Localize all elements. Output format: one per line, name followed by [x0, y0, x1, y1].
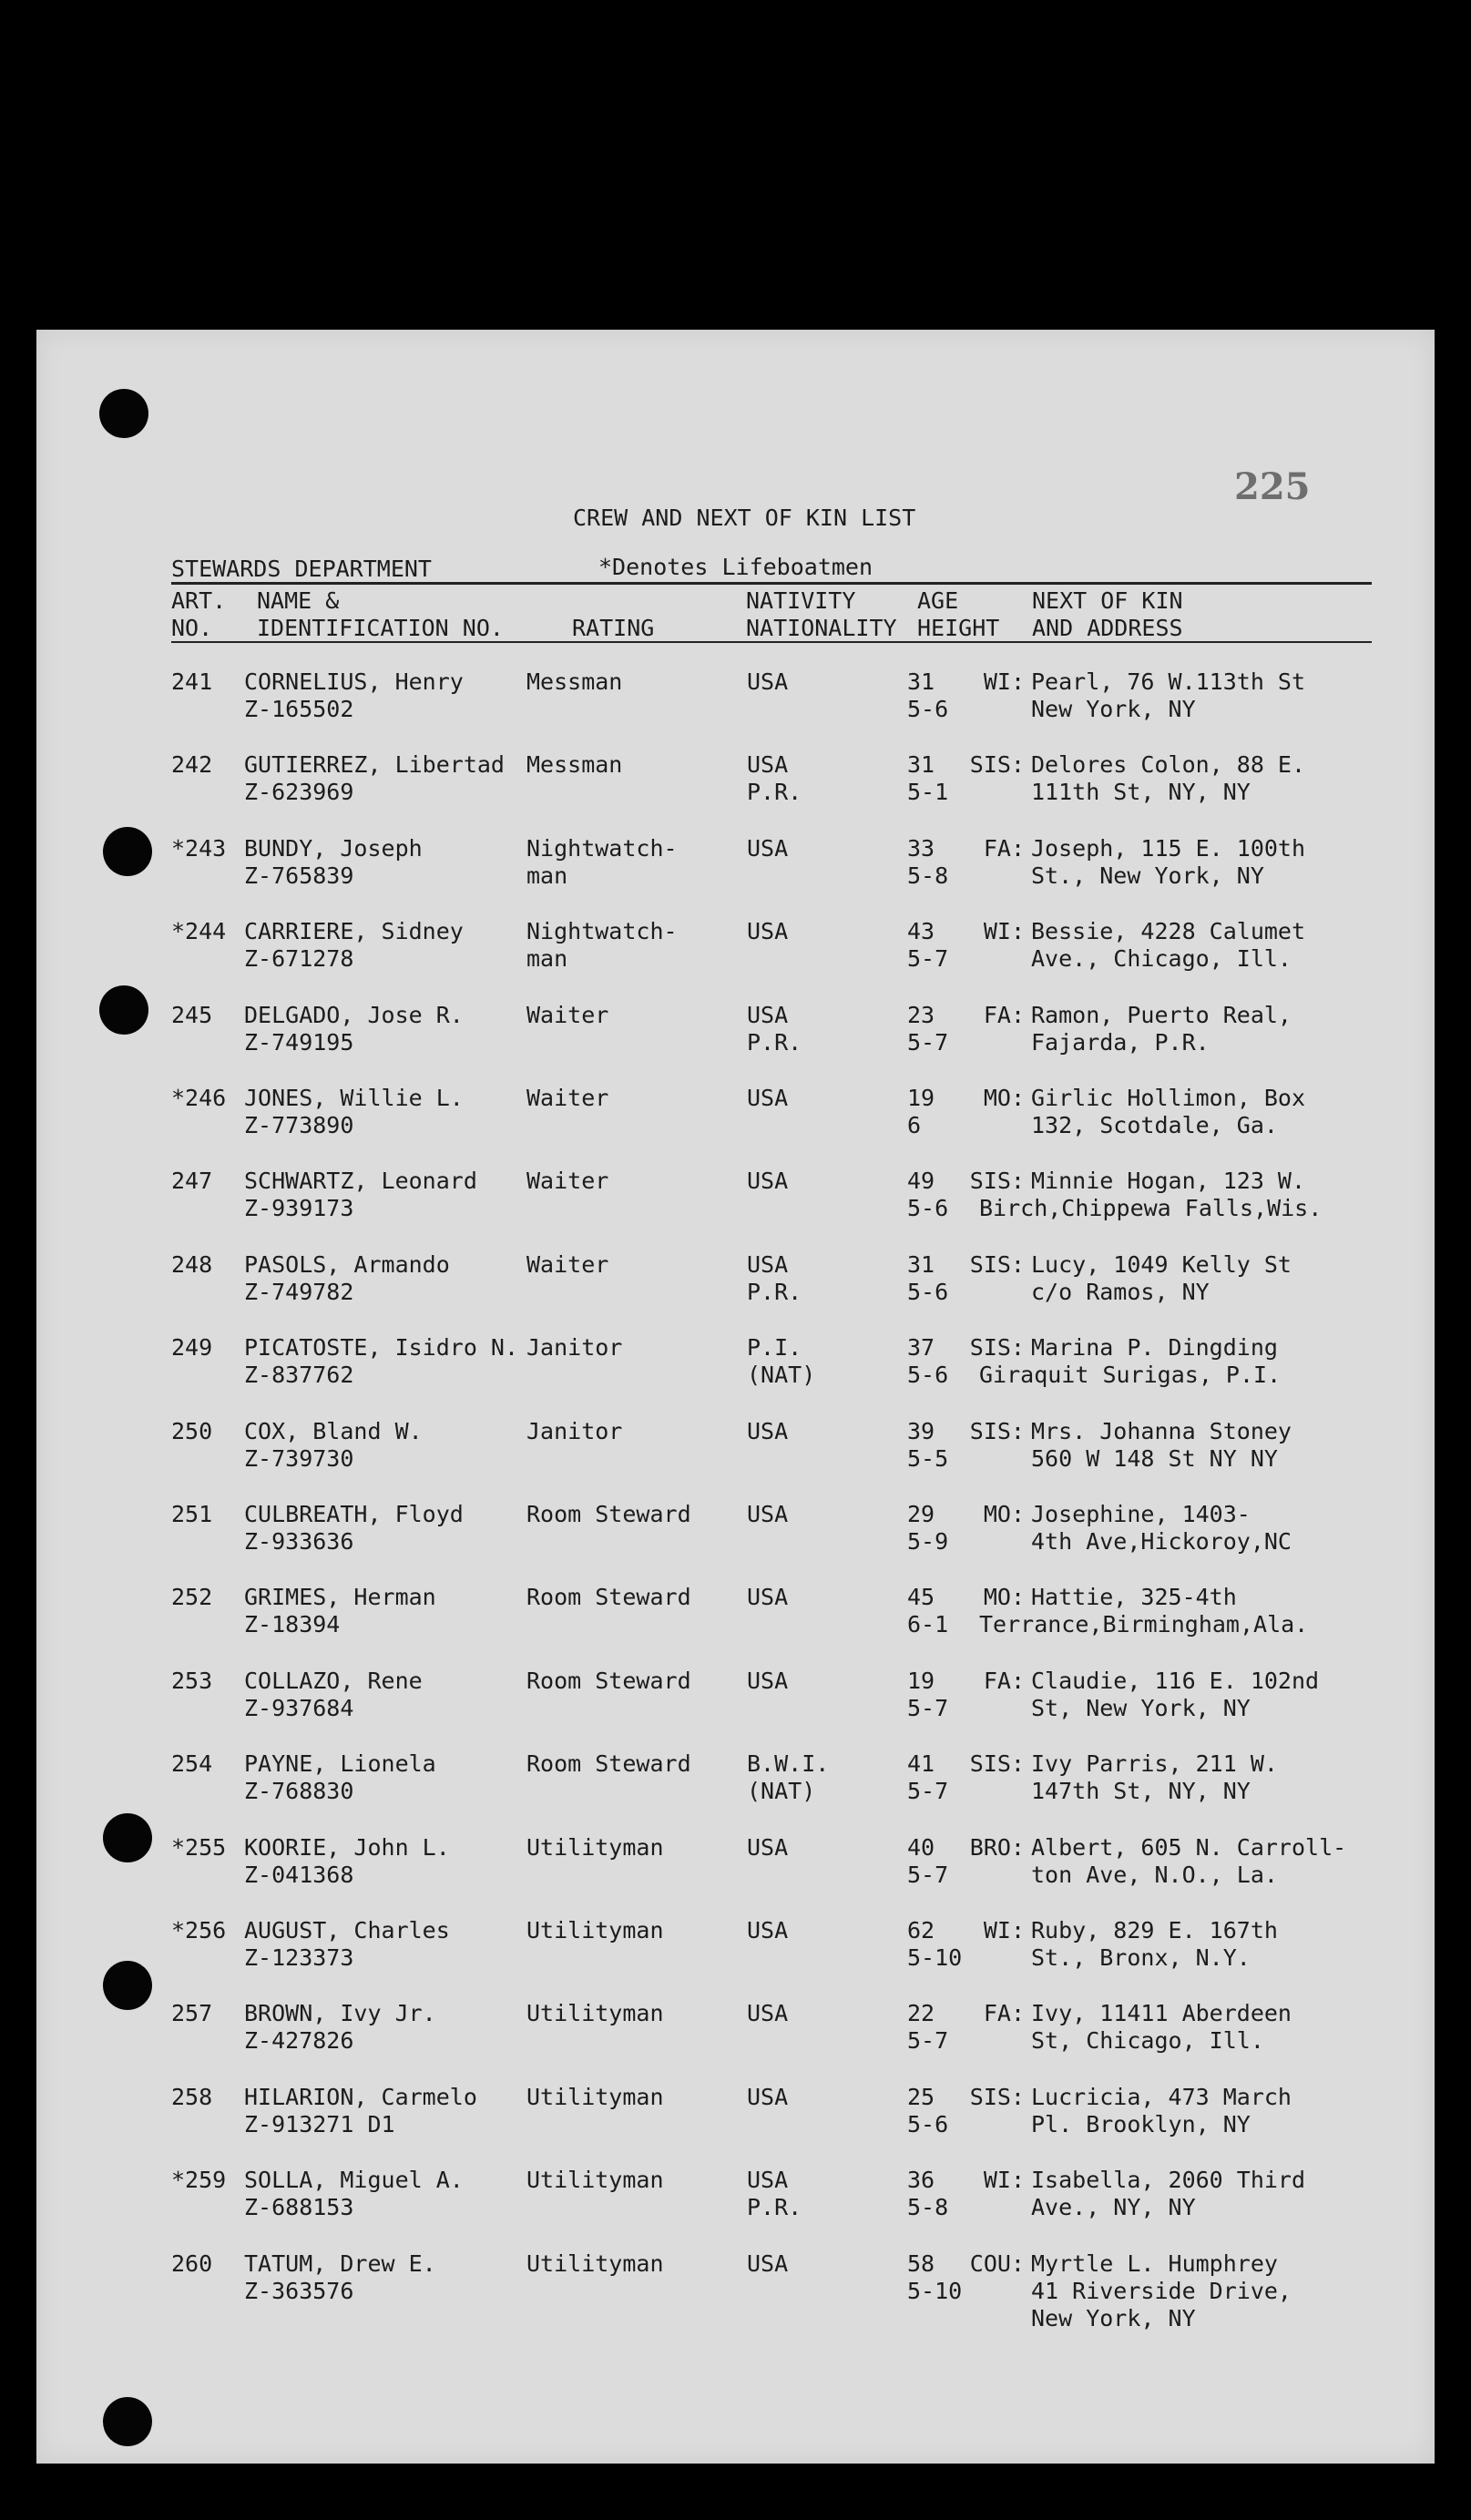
height: 5-6	[907, 696, 949, 722]
identification-number: Z-837762	[244, 1362, 354, 1389]
kin-name-address: Girlic Hollimon, Box	[1031, 1085, 1306, 1111]
kin-relation: WI:	[983, 918, 1025, 945]
kin-name-address: Myrtle L. Humphrey	[1031, 2250, 1278, 2277]
nationality: P.R.	[747, 2194, 802, 2221]
crew-name: COLLAZO, Rene	[244, 1667, 423, 1694]
crew-row	[36, 1334, 1435, 1418]
crew-row	[36, 1251, 1435, 1335]
kin-relation: BRO:	[969, 1833, 1025, 1861]
kin-address: Pl. Brooklyn, NY	[1031, 2110, 1251, 2137]
height: 6-1	[907, 1611, 949, 1638]
nativity: USA	[747, 1085, 789, 1111]
crew-row	[36, 2000, 1435, 2084]
col-height-header: HEIGHT	[917, 615, 1000, 641]
kin-address: St., New York, NY	[1031, 862, 1264, 889]
kin-name-address: Lucy, 1049 Kelly St	[1031, 1250, 1292, 1278]
rating: Waiter	[526, 1085, 609, 1111]
age: 43	[907, 918, 935, 945]
crew-name: GRIMES, Herman	[244, 1584, 436, 1611]
crew-row	[36, 1834, 1435, 1918]
height: 5-10	[907, 1944, 963, 1971]
identification-number: Z-773890	[244, 1112, 354, 1138]
nativity: USA	[747, 668, 789, 695]
crew-name: SOLLA, Miguel A.	[244, 2167, 464, 2194]
col-kin-header: NEXT OF KIN	[1032, 587, 1183, 614]
kin-relation: WI:	[983, 1917, 1025, 1944]
kin-address: ton Ave, N.O., La.	[1031, 1861, 1278, 1888]
col-nativity-header: NATIVITY	[746, 587, 856, 614]
nationality: (NAT)	[747, 1778, 816, 1805]
kin-name-address: Marina P. Dingding	[1031, 1334, 1278, 1362]
height: 5-7	[907, 1028, 949, 1056]
crew-row	[36, 2084, 1435, 2168]
crew-row	[36, 1501, 1435, 1585]
age: 31	[907, 668, 935, 695]
kin-name-address: Minnie Hogan, 123 W.	[1031, 1168, 1306, 1195]
kin-address: Fajarda, P.R.	[1031, 1028, 1210, 1056]
age: 58	[907, 2250, 935, 2277]
kin-name-address: Ramon, Puerto Real,	[1031, 1001, 1292, 1028]
crew-name: AUGUST, Charles	[244, 1917, 450, 1944]
age: 19	[907, 1667, 935, 1694]
kin-relation: FA:	[983, 2000, 1025, 2027]
kin-relation: SIS:	[969, 1750, 1025, 1778]
age: 41	[907, 1750, 935, 1778]
crew-name: CARRIERE, Sidney	[244, 918, 464, 945]
crew-name: HILARION, Carmelo	[244, 2083, 477, 2110]
age: 36	[907, 2167, 935, 2194]
kin-name-address: Ivy, 11411 Aberdeen	[1031, 2000, 1292, 2027]
lifeboat-note: *Denotes Lifeboatmen	[598, 554, 873, 580]
age: 62	[907, 1917, 935, 1944]
punch-hole	[103, 2397, 152, 2446]
rating: Utilityman	[526, 2000, 664, 2027]
art-number: *244	[171, 918, 227, 945]
kin-address-continued: New York, NY	[1031, 2304, 1196, 2331]
identification-number: Z-041368	[244, 1861, 354, 1888]
crew-name: KOORIE, John L.	[244, 1833, 450, 1861]
punch-hole	[99, 389, 148, 438]
kin-relation: WI:	[983, 2167, 1025, 2194]
crew-name: SCHWARTZ, Leonard	[244, 1168, 477, 1195]
identification-number: Z-913271 D1	[244, 2110, 395, 2137]
kin-name-address: Isabella, 2060 Third	[1031, 2167, 1306, 2194]
crew-row	[36, 751, 1435, 835]
col-rating-header: RATING	[572, 615, 655, 641]
kin-relation: FA:	[983, 1001, 1025, 1028]
nativity: USA	[747, 2083, 789, 2110]
document-page	[36, 330, 1435, 2464]
nativity: USA	[747, 918, 789, 945]
kin-address: Birch,Chippewa Falls,Wis.	[979, 1195, 1323, 1222]
art-number: 247	[171, 1168, 213, 1195]
age: 19	[907, 1085, 935, 1111]
art-number: *246	[171, 1085, 227, 1111]
kin-name-address: Albert, 605 N. Carroll-	[1031, 1833, 1347, 1861]
nativity: USA	[747, 1501, 789, 1527]
height: 5-7	[907, 1861, 949, 1888]
crew-name: CORNELIUS, Henry	[244, 668, 464, 695]
height: 5-6	[907, 1362, 949, 1389]
kin-address: c/o Ramos, NY	[1031, 1278, 1210, 1305]
kin-relation: COU:	[969, 2250, 1025, 2277]
crew-row	[36, 835, 1435, 919]
identification-number: Z-18394	[244, 1611, 341, 1638]
rating-continued: man	[526, 945, 568, 973]
art-number: 248	[171, 1250, 213, 1278]
rating: Nightwatch-	[526, 918, 678, 945]
kin-name-address: Delores Colon, 88 E.	[1031, 751, 1306, 779]
rating: Room Steward	[526, 1750, 691, 1778]
identification-number: Z-427826	[244, 2027, 354, 2055]
height: 5-7	[907, 2027, 949, 2055]
height: 5-6	[907, 1195, 949, 1222]
kin-address: 41 Riverside Drive,	[1031, 2277, 1292, 2304]
crew-row	[36, 1750, 1435, 1834]
height: 5-1	[907, 779, 949, 806]
age: 33	[907, 834, 935, 862]
height: 5-7	[907, 945, 949, 973]
age: 31	[907, 751, 935, 779]
art-number: *243	[171, 834, 227, 862]
art-number: 260	[171, 2250, 213, 2277]
height: 5-8	[907, 862, 949, 889]
nativity: USA	[747, 1667, 789, 1694]
kin-address: Terrance,Birmingham,Ala.	[979, 1611, 1309, 1638]
crew-name: BROWN, Ivy Jr.	[244, 2000, 436, 2027]
department-label: STEWARDS DEPARTMENT	[171, 556, 432, 582]
identification-number: Z-937684	[244, 1694, 354, 1721]
kin-address: 4th Ave,Hickoroy,NC	[1031, 1528, 1292, 1555]
height: 5-6	[907, 1278, 949, 1305]
kin-relation: MO:	[983, 1501, 1025, 1527]
age: 31	[907, 1250, 935, 1278]
nativity: USA	[747, 1833, 789, 1861]
rating: Messman	[526, 751, 623, 779]
rating: Utilityman	[526, 2083, 664, 2110]
art-number: *259	[171, 2167, 227, 2194]
crew-name: TATUM, Drew E.	[244, 2250, 436, 2277]
art-number: 245	[171, 1001, 213, 1028]
rating: Utilityman	[526, 1917, 664, 1944]
kin-address: St., Bronx, N.Y.	[1031, 1944, 1251, 1971]
kin-relation: FA:	[983, 834, 1025, 862]
crew-name: JONES, Willie L.	[244, 1085, 464, 1111]
kin-name-address: Bessie, 4228 Calumet	[1031, 918, 1306, 945]
kin-relation: MO:	[983, 1085, 1025, 1111]
header-rule-top	[171, 582, 1372, 585]
nativity: USA	[747, 834, 789, 862]
rating: Waiter	[526, 1168, 609, 1195]
age: 25	[907, 2083, 935, 2110]
identification-number: Z-165502	[244, 696, 354, 722]
identification-number: Z-933636	[244, 1528, 354, 1555]
height: 5-7	[907, 1694, 949, 1721]
rating: Room Steward	[526, 1501, 691, 1527]
identification-number: Z-623969	[244, 779, 354, 806]
kin-relation: SIS:	[969, 1334, 1025, 1362]
identification-number: Z-671278	[244, 945, 354, 973]
crew-name: PICATOSTE, Isidro N.	[244, 1334, 519, 1362]
art-number: 257	[171, 2000, 213, 2027]
art-number: 252	[171, 1584, 213, 1611]
col-art-header-2: NO.	[171, 615, 213, 641]
art-number: 250	[171, 1417, 213, 1444]
rating: Utilityman	[526, 2167, 664, 2194]
nationality: P.R.	[747, 1278, 802, 1305]
rating: Waiter	[526, 1001, 609, 1028]
art-number: 241	[171, 668, 213, 695]
kin-relation: WI:	[983, 668, 1025, 695]
crew-name: PAYNE, Lionela	[244, 1750, 436, 1778]
kin-address: St, Chicago, Ill.	[1031, 2027, 1264, 2055]
art-number: *256	[171, 1917, 227, 1944]
nativity: USA	[747, 751, 789, 779]
crew-name: PASOLS, Armando	[244, 1250, 450, 1278]
age: 29	[907, 1501, 935, 1527]
page-number: 225	[1234, 465, 1311, 508]
height: 5-9	[907, 1528, 949, 1555]
rating: Janitor	[526, 1417, 623, 1444]
col-name-header: NAME &	[257, 587, 340, 614]
nativity: USA	[747, 2167, 789, 2194]
col-age-header: AGE	[917, 587, 959, 614]
kin-relation: MO:	[983, 1584, 1025, 1611]
age: 45	[907, 1584, 935, 1611]
crew-row	[36, 1418, 1435, 1502]
kin-name-address: Josephine, 1403-	[1031, 1501, 1251, 1527]
kin-name-address: Hattie, 325-4th	[1031, 1584, 1237, 1611]
rating: Utilityman	[526, 1833, 664, 1861]
crew-row	[36, 1085, 1435, 1168]
nativity: USA	[747, 2000, 789, 2027]
kin-address: Ave., Chicago, Ill.	[1031, 945, 1292, 973]
identification-number: Z-765839	[244, 862, 354, 889]
crew-row	[36, 1168, 1435, 1251]
nativity: USA	[747, 1001, 789, 1028]
kin-relation: SIS:	[969, 751, 1025, 779]
crew-name: CULBREATH, Floyd	[244, 1501, 464, 1527]
age: 40	[907, 1833, 935, 1861]
kin-address: 132, Scotdale, Ga.	[1031, 1112, 1278, 1138]
height: 5-10	[907, 2277, 963, 2304]
rating: Waiter	[526, 1250, 609, 1278]
kin-address: 111th St, NY, NY	[1031, 779, 1251, 806]
identification-number: Z-363576	[244, 2277, 354, 2304]
identification-number: Z-749195	[244, 1028, 354, 1056]
crew-row	[36, 2167, 1435, 2250]
crew-row	[36, 1584, 1435, 1668]
nativity: P.I.	[747, 1334, 802, 1362]
nativity: USA	[747, 2250, 789, 2277]
kin-address: Giraquit Surigas, P.I.	[979, 1362, 1282, 1389]
identification-number: Z-768830	[244, 1778, 354, 1805]
nativity: B.W.I.	[747, 1750, 830, 1778]
kin-relation: FA:	[983, 1667, 1025, 1694]
age: 22	[907, 2000, 935, 2027]
nationality: P.R.	[747, 1028, 802, 1056]
crew-row	[36, 918, 1435, 1002]
nativity: USA	[747, 1584, 789, 1611]
crew-row	[36, 2250, 1435, 2334]
kin-name-address: Lucricia, 473 March	[1031, 2083, 1292, 2110]
crew-row	[36, 1668, 1435, 1751]
identification-number: Z-688153	[244, 2194, 354, 2221]
art-number: 254	[171, 1750, 213, 1778]
age: 37	[907, 1334, 935, 1362]
art-number: 242	[171, 751, 213, 779]
rating: Nightwatch-	[526, 834, 678, 862]
nationality: P.R.	[747, 779, 802, 806]
kin-name-address: Joseph, 115 E. 100th	[1031, 834, 1306, 862]
rating-continued: man	[526, 862, 568, 889]
kin-address: 147th St, NY, NY	[1031, 1778, 1251, 1805]
nationality: (NAT)	[747, 1362, 816, 1389]
rating: Room Steward	[526, 1667, 691, 1694]
col-art-header: ART.	[171, 587, 227, 614]
kin-name-address: Claudie, 116 E. 102nd	[1031, 1667, 1320, 1694]
crew-name: DELGADO, Jose R.	[244, 1001, 464, 1028]
identification-number: Z-739730	[244, 1444, 354, 1472]
crew-row	[36, 1917, 1435, 2001]
art-number: 253	[171, 1667, 213, 1694]
col-nationality-header: NATIONALITY	[746, 615, 897, 641]
kin-name-address: Pearl, 76 W.113th St	[1031, 668, 1306, 695]
nativity: USA	[747, 1250, 789, 1278]
kin-relation: SIS:	[969, 2083, 1025, 2110]
art-number: 249	[171, 1334, 213, 1362]
art-number: *255	[171, 1833, 227, 1861]
identification-number: Z-939173	[244, 1195, 354, 1222]
identification-number: Z-123373	[244, 1944, 354, 1971]
kin-name-address: Ivy Parris, 211 W.	[1031, 1750, 1278, 1778]
col-name-header-2: IDENTIFICATION NO.	[257, 615, 504, 641]
kin-address: Ave., NY, NY	[1031, 2194, 1196, 2221]
kin-address: St, New York, NY	[1031, 1694, 1251, 1721]
art-number: 258	[171, 2083, 213, 2110]
nativity: USA	[747, 1917, 789, 1944]
height: 5-8	[907, 2194, 949, 2221]
kin-relation: SIS:	[969, 1250, 1025, 1278]
kin-address: New York, NY	[1031, 696, 1196, 722]
crew-name: COX, Bland W.	[244, 1417, 423, 1444]
kin-relation: SIS:	[969, 1417, 1025, 1444]
age: 49	[907, 1168, 935, 1195]
age: 23	[907, 1001, 935, 1028]
kin-relation: SIS:	[969, 1168, 1025, 1195]
identification-number: Z-749782	[244, 1278, 354, 1305]
height: 5-7	[907, 1778, 949, 1805]
age: 39	[907, 1417, 935, 1444]
art-number: 251	[171, 1501, 213, 1527]
height: 5-5	[907, 1444, 949, 1472]
kin-name-address: Ruby, 829 E. 167th	[1031, 1917, 1278, 1944]
col-address-header: AND ADDRESS	[1032, 615, 1183, 641]
crew-name: GUTIERREZ, Libertad	[244, 751, 505, 779]
height: 5-6	[907, 2110, 949, 2137]
kin-name-address: Mrs. Johanna Stoney	[1031, 1417, 1292, 1444]
document-title: CREW AND NEXT OF KIN LIST	[573, 505, 916, 531]
header-rule-bottom	[171, 641, 1372, 643]
nativity: USA	[747, 1168, 789, 1195]
nativity: USA	[747, 1417, 789, 1444]
height: 6	[907, 1112, 922, 1138]
rating: Messman	[526, 668, 623, 695]
kin-address: 560 W 148 St NY NY	[1031, 1444, 1278, 1472]
crew-row	[36, 1002, 1435, 1086]
crew-name: BUNDY, Joseph	[244, 834, 423, 862]
rating: Janitor	[526, 1334, 623, 1362]
rating: Room Steward	[526, 1584, 691, 1611]
crew-row	[36, 668, 1435, 752]
rating: Utilityman	[526, 2250, 664, 2277]
